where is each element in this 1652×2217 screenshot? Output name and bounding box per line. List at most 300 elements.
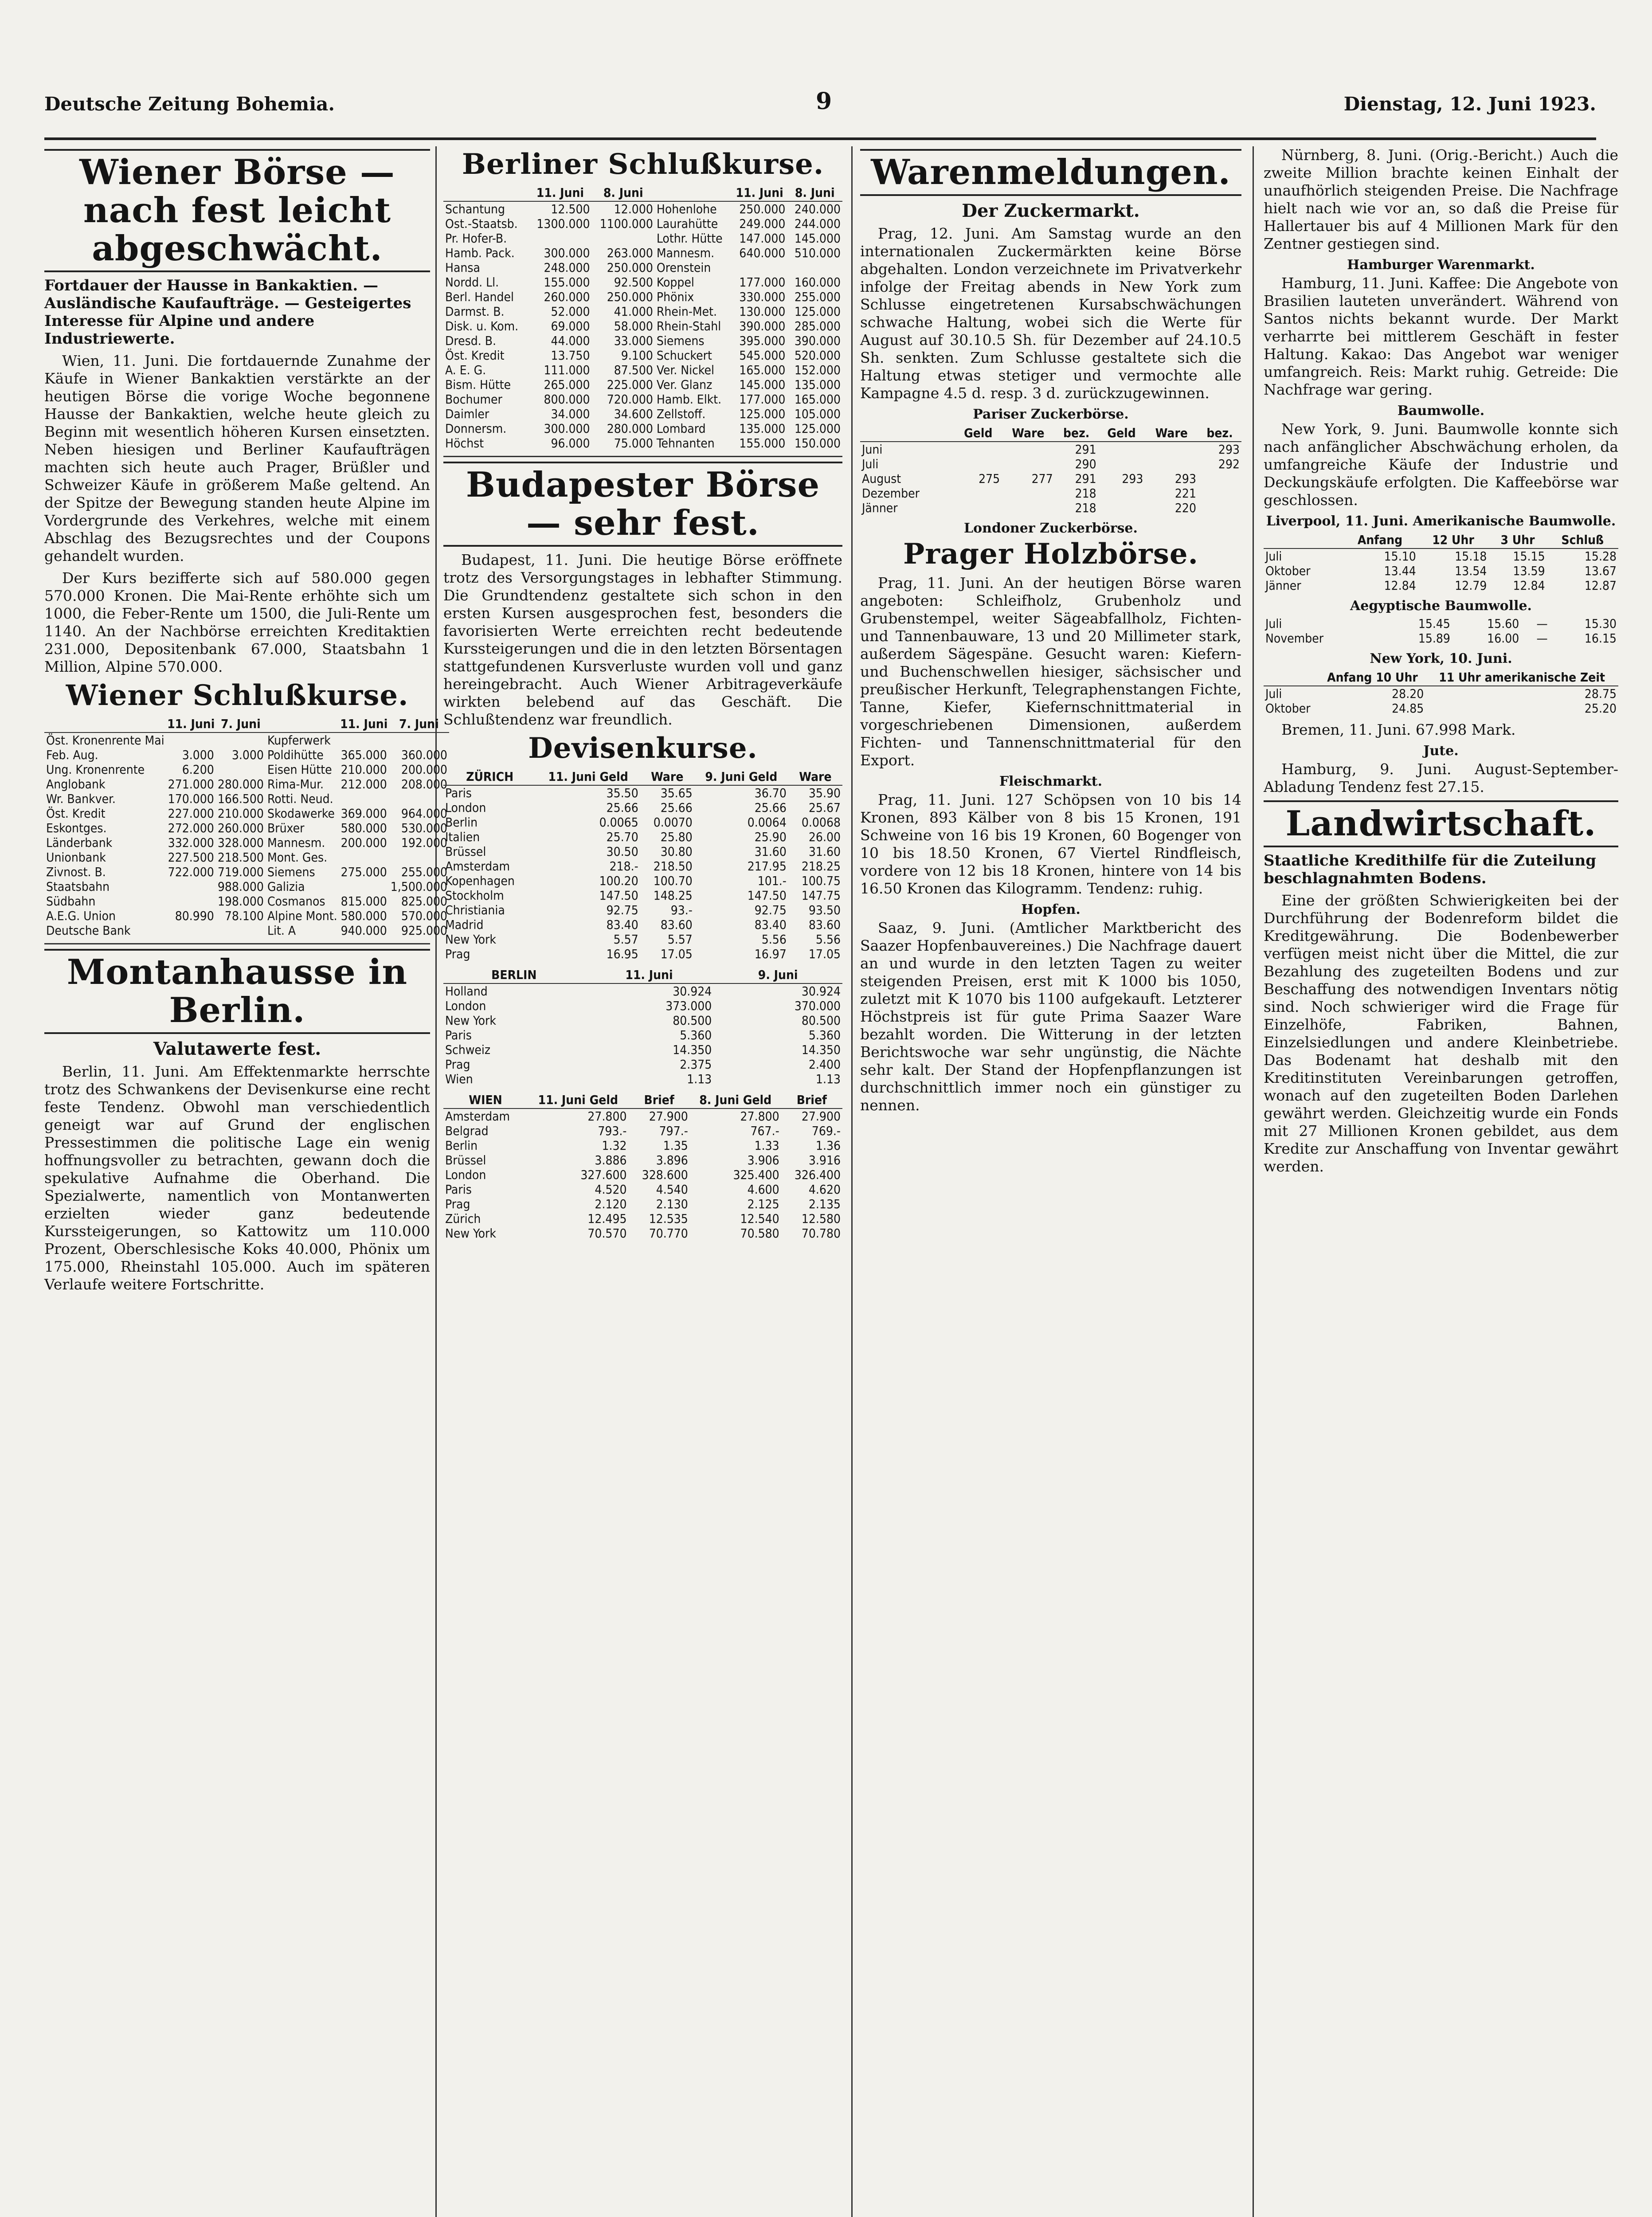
table-cell: 1100.000 bbox=[599, 216, 653, 231]
subheadline-zuckermarkt: Der Zuckermarkt. bbox=[962, 200, 1140, 221]
table-cell bbox=[166, 894, 216, 909]
table-cell: 12.84 bbox=[1513, 578, 1545, 593]
table-cell: New York bbox=[445, 1226, 496, 1241]
table-header-row bbox=[443, 967, 842, 983]
table-cell: 255.000 bbox=[401, 865, 447, 879]
article-text: Nürnberg, 8. Juni. (Orig.-Bericht.) Auch die zweite Million brachte keinen Einhalt der unaufhörlich steigenden Preise. Die Nachfrage hielt nach wie vor an, so daß die Preise für Hallertauer bis auf 4 Millionen Mark für den Zentner gestiegen sind. bbox=[1264, 146, 1618, 252]
column-header: Geld bbox=[955, 425, 1002, 442]
table-cell: 570.000 bbox=[401, 909, 447, 923]
table-cell: 12.500 bbox=[551, 202, 590, 216]
table-cell: Mont. Ges. bbox=[267, 850, 328, 865]
table-cell: 9.100 bbox=[621, 348, 653, 363]
table-cell: Bochumer bbox=[445, 392, 502, 407]
table-cell bbox=[339, 791, 389, 806]
table-cell: 0.0065 bbox=[599, 815, 638, 830]
table-row bbox=[44, 865, 449, 879]
table-cell: 249.000 bbox=[739, 216, 786, 231]
table-cell: 83.40 bbox=[606, 917, 638, 932]
table-cell: 5.360 bbox=[680, 1028, 712, 1042]
table-cell: Amsterdam bbox=[445, 1109, 510, 1124]
table-row bbox=[44, 879, 449, 894]
table-cell: Mannesm. bbox=[656, 246, 715, 260]
table-cell: 15.89 bbox=[1418, 631, 1450, 646]
table-cell: 218.50 bbox=[653, 859, 693, 873]
table-cell: 200.000 bbox=[341, 835, 387, 850]
table-cell bbox=[1002, 501, 1055, 515]
table-cell: Mannesm. bbox=[267, 835, 325, 850]
table-cell: 5.57 bbox=[667, 932, 693, 947]
table-cell: 250.000 bbox=[607, 290, 653, 304]
table-cell: 1.13 bbox=[815, 1072, 841, 1086]
table-cell: 510.000 bbox=[794, 246, 841, 260]
table-cell: Paris bbox=[445, 786, 472, 800]
column-1 bbox=[44, 146, 447, 2217]
table-cell: Belgrad bbox=[445, 1124, 489, 1138]
column-header bbox=[1264, 532, 1342, 548]
table-row bbox=[443, 348, 842, 363]
table-cell: 326.400 bbox=[794, 1167, 841, 1182]
table-cell: Hamb. Elkt. bbox=[656, 392, 722, 407]
table-cell: Zivnost. B. bbox=[46, 865, 106, 879]
table-cell: 92.75 bbox=[754, 903, 787, 917]
table-row bbox=[443, 947, 842, 961]
table-cell: 135.000 bbox=[794, 377, 841, 392]
table-cell: Öst. Kronenrente Mai bbox=[46, 733, 164, 748]
table-cell bbox=[389, 850, 449, 865]
table-row bbox=[443, 377, 842, 392]
table-cell: Zellstoff. bbox=[656, 407, 706, 421]
table-header-row bbox=[443, 768, 842, 785]
table-cell: 15.15 bbox=[1513, 549, 1545, 564]
table-row bbox=[443, 1182, 842, 1197]
table-cell: 27.800 bbox=[740, 1109, 779, 1124]
table-cell: 1.33 bbox=[754, 1138, 779, 1153]
column-header: 11. Juni bbox=[585, 967, 714, 983]
quote-table-wien bbox=[44, 716, 449, 938]
table-cell: 44.000 bbox=[551, 333, 590, 348]
table-row bbox=[443, 1197, 842, 1211]
table-cell: 13.59 bbox=[1513, 564, 1545, 578]
table-cell: Cosmanos bbox=[267, 894, 325, 909]
table-cell: — bbox=[1536, 631, 1548, 646]
table-cell bbox=[1002, 457, 1055, 471]
column-header: Schluß bbox=[1547, 532, 1618, 548]
table-cell: 12.000 bbox=[614, 202, 653, 216]
quote-table-wien-devisen bbox=[443, 1092, 842, 1241]
table-cell: Siemens bbox=[267, 865, 315, 879]
table-row bbox=[443, 1167, 842, 1182]
column-3 bbox=[860, 146, 1241, 2217]
column-header: 9. Juni Geld bbox=[694, 768, 788, 785]
table-cell: Brüxer bbox=[267, 821, 305, 835]
page-number: 9 bbox=[816, 88, 832, 115]
table-cell: Rotti. Neud. bbox=[267, 791, 333, 806]
table-cell: 964.000 bbox=[401, 806, 447, 821]
table-cell bbox=[339, 879, 389, 894]
table-cell: 227.000 bbox=[168, 806, 214, 821]
table-cell bbox=[389, 791, 449, 806]
column-header: 11 Uhr amerikanische Zeit bbox=[1425, 669, 1618, 686]
table-cell: 135.000 bbox=[739, 421, 786, 436]
table-row bbox=[443, 421, 842, 436]
table-row bbox=[443, 260, 842, 275]
table-cell: 30.924 bbox=[673, 984, 712, 999]
table-cell bbox=[1002, 486, 1055, 501]
table-cell: Wien bbox=[445, 1072, 473, 1086]
table-cell: Schuckert bbox=[656, 348, 712, 363]
table-cell: Prag bbox=[445, 1197, 470, 1211]
table-header-row bbox=[443, 184, 842, 201]
table-row bbox=[443, 785, 842, 800]
table-cell: New York bbox=[445, 932, 496, 947]
table-cell: 328.600 bbox=[642, 1167, 688, 1182]
column-2 bbox=[443, 146, 842, 2217]
table-cell: Eskontges. bbox=[46, 821, 107, 835]
column-header: 9. Juni bbox=[713, 967, 842, 983]
table-cell: 210.000 bbox=[341, 762, 387, 777]
table-cell: Prag bbox=[445, 947, 470, 961]
column-header: bez. bbox=[1198, 425, 1241, 442]
table-row bbox=[443, 304, 842, 319]
label-londoner-zuckerboerse: Londoner Zuckerbörse. bbox=[964, 521, 1138, 536]
table-cell: Öst. Kredit bbox=[46, 806, 106, 821]
headline-montanhausse: Montanhausse in Berlin. bbox=[44, 949, 430, 1034]
table-cell: Eisen Hütte bbox=[267, 762, 332, 777]
table-cell: 277 bbox=[1031, 471, 1053, 486]
newspaper-page bbox=[27, 0, 1618, 2217]
table-cell: Jänner bbox=[862, 501, 898, 515]
table-cell: 12.495 bbox=[587, 1211, 627, 1226]
table-cell: 3.896 bbox=[656, 1153, 688, 1167]
table-cell: Kupferwerk bbox=[267, 733, 331, 748]
table-cell: 227.500 bbox=[168, 850, 214, 865]
table-cell: Orenstein bbox=[656, 260, 711, 275]
table-cell: 218.500 bbox=[217, 850, 264, 865]
table-cell: 244.000 bbox=[794, 216, 841, 231]
table-cell: Kopenhagen bbox=[445, 873, 515, 888]
table-cell: 155.000 bbox=[544, 275, 590, 290]
table-cell: Zürich bbox=[445, 1211, 481, 1226]
table-cell: 260.000 bbox=[544, 290, 590, 304]
table-row bbox=[44, 835, 449, 850]
table-cell: Koppel bbox=[656, 275, 694, 290]
table-cell: 1.35 bbox=[663, 1138, 688, 1153]
column-header: bez. bbox=[1055, 425, 1098, 442]
table-cell: 390.000 bbox=[794, 333, 841, 348]
table-cell: Lothr. Hütte bbox=[656, 231, 723, 246]
column-header: 11. Juni bbox=[732, 184, 787, 201]
table-cell: 2.400 bbox=[808, 1057, 841, 1072]
table-cell: 940.000 bbox=[341, 923, 387, 938]
table-cell: Ver. Nickel bbox=[656, 363, 715, 377]
table-cell: 12.580 bbox=[801, 1211, 841, 1226]
table-cell: 16.97 bbox=[754, 947, 787, 961]
column-header bbox=[1264, 669, 1319, 686]
table-cell: 30.80 bbox=[660, 844, 693, 859]
table-row bbox=[443, 888, 842, 903]
table-cell: 293 bbox=[1218, 442, 1240, 457]
column-header: 3 Uhr bbox=[1488, 532, 1546, 548]
table-cell: Ost.-Staatsb. bbox=[445, 216, 518, 231]
headline-devisenkurse: Devisenkurse. bbox=[528, 732, 758, 765]
column-header: Ware bbox=[1002, 425, 1055, 442]
table-cell: 218 bbox=[1075, 486, 1096, 501]
table-cell: 125.000 bbox=[739, 407, 786, 421]
table-cell: Rima-Mur. bbox=[267, 777, 324, 791]
table-row bbox=[443, 246, 842, 260]
table-cell: 24.85 bbox=[1392, 701, 1424, 716]
table-cell: Unionbank bbox=[46, 850, 106, 865]
quote-table-new-york bbox=[1264, 669, 1618, 716]
column-header: WIEN bbox=[443, 1092, 528, 1108]
table-cell: Südbahn bbox=[46, 894, 96, 909]
table-cell: 101.- bbox=[757, 873, 787, 888]
table-cell: 100.20 bbox=[599, 873, 638, 888]
table-cell: Feb. Aug. bbox=[46, 748, 98, 762]
table-cell: 373.000 bbox=[665, 999, 712, 1013]
deck-wiener-boerse: Fortdauer der Hausse in Bankaktien. — Ausländische Kaufaufträge. — Gesteigertes Interesse für Alpine und andere Industriewerte. bbox=[44, 277, 411, 348]
table-cell: 70.580 bbox=[740, 1226, 779, 1241]
table-cell: Paris bbox=[445, 1028, 472, 1042]
label-hopfen: Hopfen. bbox=[1021, 902, 1080, 917]
column-header: Ware bbox=[1145, 425, 1198, 442]
table-row bbox=[1264, 616, 1618, 631]
table-cell: 280.000 bbox=[217, 777, 264, 791]
table-cell: 12.79 bbox=[1455, 578, 1487, 593]
table-cell: 52.000 bbox=[551, 304, 590, 319]
column-header: 11. Juni bbox=[166, 716, 216, 732]
table-cell: 83.40 bbox=[754, 917, 787, 932]
table-cell: Lit. A bbox=[267, 923, 296, 938]
table-row bbox=[1264, 631, 1618, 646]
table-cell: 160.000 bbox=[794, 275, 841, 290]
table-cell: 145.000 bbox=[794, 231, 841, 246]
table-cell: 25.66 bbox=[754, 800, 787, 815]
table-cell: 2.125 bbox=[747, 1197, 779, 1211]
table-cell: 390.000 bbox=[739, 319, 786, 333]
table-row bbox=[443, 1108, 842, 1124]
table-cell: 825.000 bbox=[401, 894, 447, 909]
table-cell: 220 bbox=[1174, 501, 1196, 515]
table-cell: 988.000 bbox=[217, 879, 264, 894]
article-text: Wien, 11. Juni. Die fortdauernde Zunahme der Käufe in Wiener Bankaktien verstärkte an der heutigen Börse die vorige Woche begonnene Hausse der Bankaktien, welche heute gleich zu Beginn mit wesentlich höheren Kursen einsetzten. Neben hiesigen und Berliner Kaufaufträgen machten sich heute auch Prager, Brüßler und Schweizer Käufe in größerem Maße geltend. An der Spitze der Bewegung standen heute Alpine im Vordergrunde des Verkehres, welche mit einem Abschlag des Bezugsrechtes und der Coupons gehandelt wurden. bbox=[44, 352, 430, 564]
column-rule bbox=[1253, 146, 1254, 2217]
table-cell: 240.000 bbox=[794, 202, 841, 216]
column-header: Brief bbox=[629, 1092, 690, 1108]
label-aegyptische-baumwolle: Aegyptische Baumwolle. bbox=[1350, 598, 1532, 614]
table-cell: Holland bbox=[445, 984, 488, 999]
label-pariser-zuckerboerse: Pariser Zuckerbörse. bbox=[973, 407, 1129, 422]
quote-table-liverpool bbox=[1264, 532, 1618, 593]
table-cell: 58.000 bbox=[614, 319, 653, 333]
table-cell bbox=[1098, 486, 1145, 501]
table-cell: 280.000 bbox=[607, 421, 653, 436]
table-cell: 3.000 bbox=[231, 748, 264, 762]
column-header: Anfang 10 Uhr bbox=[1319, 669, 1426, 686]
table-cell: Rhein-Stahl bbox=[656, 319, 721, 333]
table-cell: Oktober bbox=[1265, 564, 1311, 578]
table-cell: London bbox=[445, 800, 486, 815]
table-cell: 15.10 bbox=[1384, 549, 1416, 564]
table-cell: 30.50 bbox=[606, 844, 638, 859]
headline-prager-holzboerse: Prager Holzbörse. bbox=[903, 537, 1198, 571]
table-row bbox=[443, 1226, 842, 1241]
column-rule bbox=[851, 146, 853, 2217]
table-cell: 192.000 bbox=[401, 835, 447, 850]
table-cell: Paris bbox=[445, 1182, 472, 1197]
table-cell bbox=[1198, 471, 1241, 486]
table-row bbox=[1264, 578, 1618, 593]
table-cell: Daimler bbox=[445, 407, 489, 421]
table-cell: November bbox=[1265, 631, 1324, 646]
table-cell: 34.000 bbox=[551, 407, 590, 421]
table-header-row bbox=[443, 1092, 842, 1108]
quote-table-paris-zucker bbox=[860, 425, 1241, 515]
table-cell: Amsterdam bbox=[445, 859, 510, 873]
table-cell: 35.65 bbox=[660, 786, 693, 800]
table-row bbox=[443, 1138, 842, 1153]
table-header-row bbox=[1264, 669, 1618, 686]
table-cell: 87.500 bbox=[614, 363, 653, 377]
table-row bbox=[443, 1124, 842, 1138]
table-cell bbox=[339, 732, 389, 748]
table-cell: Wr. Bankver. bbox=[46, 791, 116, 806]
table-cell bbox=[166, 923, 216, 938]
headline-budapester-boerse: Budapester Börse — sehr fest. bbox=[443, 462, 842, 547]
table-cell: Galizia bbox=[267, 879, 305, 894]
article-text: Hamburg, 9. Juni. August-September-Abladung Tendenz fest 27.15. bbox=[1264, 760, 1618, 795]
table-cell: Madrid bbox=[445, 917, 484, 932]
table-cell: Ung. Kronenrente bbox=[46, 762, 145, 777]
table-row bbox=[443, 436, 842, 450]
table-cell: 177.000 bbox=[739, 392, 786, 407]
table-cell: 1,500.000 bbox=[390, 879, 447, 894]
table-cell bbox=[216, 732, 266, 748]
table-cell: London bbox=[445, 999, 486, 1013]
table-cell: A. E. G. bbox=[445, 363, 486, 377]
table-row bbox=[443, 830, 842, 844]
column-header bbox=[655, 184, 732, 201]
table-cell: 12.84 bbox=[1384, 578, 1416, 593]
table-cell: Rhein-Met. bbox=[656, 304, 717, 319]
column-header: 12 Uhr bbox=[1418, 532, 1489, 548]
table-cell: Anglobank bbox=[46, 777, 106, 791]
table-cell: 271.000 bbox=[168, 777, 214, 791]
table-cell: 2.130 bbox=[656, 1197, 688, 1211]
column-header: 8. Juni bbox=[787, 184, 842, 201]
table-cell: 221 bbox=[1174, 486, 1196, 501]
table-cell: 125.000 bbox=[794, 421, 841, 436]
table-cell: 13.54 bbox=[1455, 564, 1487, 578]
column-header: ZÜRICH bbox=[443, 768, 536, 785]
table-cell: 3.916 bbox=[808, 1153, 841, 1167]
column-header: 7. Juni bbox=[216, 716, 266, 732]
table-cell: Berlin bbox=[445, 1138, 478, 1153]
table-cell: 35.90 bbox=[808, 786, 841, 800]
table-cell: 719.000 bbox=[217, 865, 264, 879]
table-cell: 145.000 bbox=[739, 377, 786, 392]
table-cell: 327.600 bbox=[580, 1167, 627, 1182]
table-cell: Juni bbox=[862, 442, 883, 457]
table-cell: 130.000 bbox=[739, 304, 786, 319]
table-cell: 92.500 bbox=[614, 275, 653, 290]
table-cell: 83.60 bbox=[660, 917, 693, 932]
table-cell: 250.000 bbox=[607, 260, 653, 275]
table-row bbox=[443, 1072, 842, 1086]
table-cell bbox=[339, 850, 389, 865]
label-new-york: New York, 10. Juni. bbox=[1370, 651, 1512, 666]
table-row bbox=[443, 201, 842, 216]
table-cell: 208.000 bbox=[401, 777, 447, 791]
table-cell: 105.000 bbox=[794, 407, 841, 421]
table-cell: 100.70 bbox=[653, 873, 693, 888]
table-cell bbox=[166, 879, 216, 894]
table-cell: 70.770 bbox=[649, 1226, 688, 1241]
headline-wiener-schlusskurse: Wiener Schlußkurse. bbox=[66, 679, 409, 712]
table-cell: 16.95 bbox=[606, 947, 638, 961]
column-header: Brief bbox=[781, 1092, 842, 1108]
table-row bbox=[443, 1013, 842, 1028]
table-row bbox=[1264, 548, 1618, 564]
table-cell: 291 bbox=[1075, 471, 1096, 486]
table-cell bbox=[389, 732, 449, 748]
table-cell: 291 bbox=[1075, 442, 1096, 457]
table-cell: 370.000 bbox=[794, 999, 841, 1013]
table-cell: 152.000 bbox=[794, 363, 841, 377]
table-cell: 4.600 bbox=[747, 1182, 779, 1197]
table-cell: 15.45 bbox=[1418, 616, 1450, 631]
table-row bbox=[860, 501, 1241, 515]
table-cell: Länderbank bbox=[46, 835, 113, 850]
table-row bbox=[860, 442, 1241, 457]
table-cell: Italien bbox=[445, 830, 480, 844]
quote-table-aegypt bbox=[1264, 616, 1618, 646]
headline-wiener-boerse: Wiener Börse — nach fest leicht abgeschwächt. bbox=[44, 149, 430, 272]
table-cell: New York bbox=[445, 1013, 496, 1028]
table-cell: Skodawerke bbox=[267, 806, 335, 821]
table-row bbox=[443, 844, 842, 859]
table-cell: 2.375 bbox=[680, 1057, 712, 1072]
table-cell: Deutsche Bank bbox=[46, 923, 131, 938]
table-cell: Darmst. B. bbox=[445, 304, 505, 319]
table-cell: 767.- bbox=[750, 1124, 779, 1138]
table-cell: Christiania bbox=[445, 903, 505, 917]
table-cell: 292 bbox=[1218, 457, 1240, 471]
table-cell: 17.05 bbox=[660, 947, 693, 961]
column-header: Geld bbox=[1098, 425, 1145, 442]
article-text: Prag, 12. Juni. Am Samstag wurde an den internationalen Zuckermärkten keine Börse abgehalten. London verzeichnete im Privatverkehr infolge der Freitag abends in New York zum Schlusse eingetretenen Kursabschwächungen schwache Haltung, wobei sich die Werte für August auf 30.10.5 Sh. für Dezember auf 24.10.5 Sh. senkten. Zum Schlusse gestaltete sich die Haltung etwas stetiger und vermochte alle Kampagne 4.5 d. resp. 3 d. zurückzugewinnen. bbox=[860, 225, 1241, 402]
table-cell: Lombard bbox=[656, 421, 706, 436]
table-cell: 15.60 bbox=[1487, 616, 1519, 631]
table-cell: 2.135 bbox=[808, 1197, 841, 1211]
table-cell: 25.70 bbox=[606, 830, 638, 844]
table-row bbox=[443, 407, 842, 421]
table-row bbox=[443, 1153, 842, 1167]
table-cell: 285.000 bbox=[794, 319, 841, 333]
table-cell bbox=[1098, 501, 1145, 515]
table-cell: Schantung bbox=[445, 202, 505, 216]
table-cell: 3.000 bbox=[182, 748, 214, 762]
table-cell: Juli bbox=[1265, 686, 1282, 701]
table-row bbox=[443, 319, 842, 333]
column-4 bbox=[1264, 146, 1618, 2217]
article-text: New York, 9. Juni. Baumwolle konnte sich nach anfänglicher Abschwächung erholen, da umfangreiche Käufe der Industrie und Deckungskäufe erfolgten. Die Kaffeebörse war geschlossen. bbox=[1264, 420, 1618, 509]
table-cell: Donnersm. bbox=[445, 421, 507, 436]
table-cell: 255.000 bbox=[794, 290, 841, 304]
table-row bbox=[443, 1057, 842, 1072]
table-cell: 1.36 bbox=[815, 1138, 841, 1153]
table-cell: 12.540 bbox=[740, 1211, 779, 1226]
